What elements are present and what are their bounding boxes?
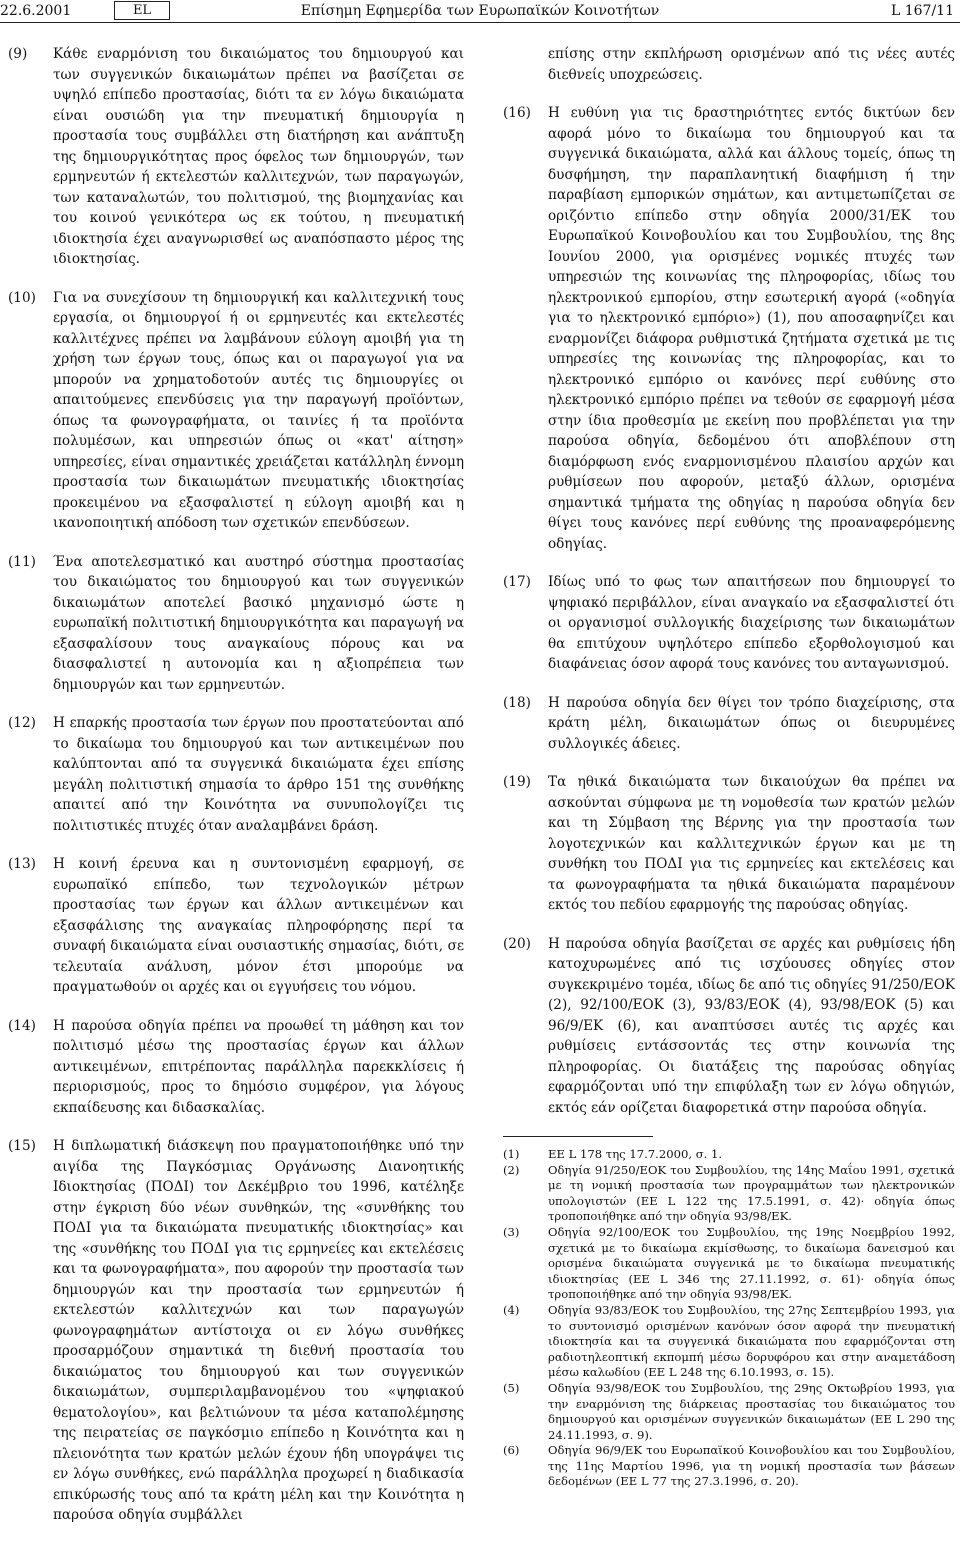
footnote-text: Οδηγία 96/9/ΕΚ του Ευρωπαϊκού Κοινοβουλίου και του Συμβουλίου, της 11ης Μαρτίου 1996, για τη νομική προστασία των βάσεων δεδομένων (ΕΕ L 77 της 27.3.1996, σ. 20). [548,1443,955,1489]
footnote-number: (2) [503,1162,520,1177]
recital-number: (18) [503,694,531,711]
recital-10 [8,288,464,534]
recital-15 [8,1136,464,1526]
recital-12 [8,713,464,836]
footnote-text: ΕΕ L 178 της 17.7.2000, σ. 1. [548,1147,723,1161]
page-reference: L 167/11 [891,3,954,19]
recital-text: Ένα αποτελεσματικό και αυστηρό σύστημα προστασίας του δικαιώματος του δημιουργού και των συγγενικών δικαιωμάτων αποτελεί βασικό μηχανισμό ώστε η ευρωπαϊκή πολιτιστική δημιουργικότητα και παραγωγή να εξασφαλίσουν τους αναγκαίους πόρους και να διασφαλιστεί η αυτονομία και η αξιοπρέπεια των δημιουργών και των ερμηνευτών. [53,553,464,693]
footnote-3 [503,1225,955,1303]
recital-18 [503,693,955,755]
recital-number: (14) [8,1017,36,1034]
recital-17 [503,572,955,675]
recital-15-continued [548,44,955,85]
left-column [8,44,464,1544]
footnote-5 [503,1381,955,1443]
recital-text: Για να συνεχίσουν τη δημιουργική και καλλιτεχνική τους εργασία, οι δημιουργοί ή οι ερμηνευτές και εκτελεστές καλλιτέχνες πρέπει να λαμβάνουν εύλογη αμοιβή για τη χρήση των έργων τους, όπως και οι παραγωγοί για να μπορούν να χρηματοδοτούν αυτές τις δημιουργίες οι απαιτούμενες επενδύσεις για την παραγωγή προϊόντων, όπως τα φωνογραφήματα, οι ταινίες ή τα προϊόντα πολυμέσων, και υπηρεσιών όπως οι «κατ' αίτηση» υπηρεσίες, είναι σημαντικές χρειάζεται κατάλληλη έννομη προστασία των δικαιωμάτων πνευματικής ιδιοκτησίας προκειμένου να εξασφαλιστεί η εύλογη αμοιβή και η ικανοποιητική απόδοση των σχετικών επενδύσεων. [53,289,464,531]
recital-number: (11) [8,553,36,570]
footnote-2 [503,1163,955,1225]
recital-number: (9) [8,46,28,62]
footnote-text: Οδηγία 91/250/ΕΟΚ του Συμβουλίου, της 14ης Μαΐου 1991, σχετικά με τη νομική προστασία των προγραμμάτων των ηλεκτρονικών υπολογιστών (ΕΕ L 122 της 17.5.1991, σ. 42)· οδηγία όπως τροποποιήθηκε από την οδηγία 93/98/ΕΚ. [548,1162,955,1224]
recital-number: (20) [503,935,531,952]
footnote-text: Οδηγία 93/83/ΕΟΚ του Συμβουλίου, της 27ης Σεπτεμβρίου 1993, για το συντονισμό ορισμένων κανόνων όσον αφορά την πνευματική ιδιοκτησία και τα συγγενικά δικαιώματα που εφαρμόζονται στη ραδιοτηλεοπτική εκπομπή μέσω δορυφόρου και στην αναμετάδοση μέσω καλωδίου (ΕΕ L 248 της 6.10.1993, σ. 15). [548,1302,955,1380]
footnote-text: Οδηγία 93/98/ΕΟΚ του Συμβουλίου, της 29ης Οκτωβρίου 1993, για την εναρμόνιση της διάρκειας προστασίας του δικαιώματος του δημιουργού και ορισμένων συγγενικών δικαιωμάτων (ΕΕ L 290 της 24.11.1993, σ. 9). [548,1380,955,1442]
recital-14 [8,1016,464,1119]
recital-number: (13) [8,856,36,872]
recital-text: Η παρούσα οδηγία πρέπει να προωθεί τη μάθηση και τον πολιτισμό μέσω της προστασίας έργων και άλλων αντικειμένων, επιτρέποντας παράλληλα παρεκκλίσεις ή περιορισμούς, προς το δημόσιο συμφέρον, για λόγους εκπαίδευσης και διδασκαλίας. [53,1017,464,1116]
recital-number: (10) [8,289,36,306]
recital-number: (17) [503,574,531,590]
page-header [0,0,960,23]
recital-text: Η παρούσα οδηγία βασίζεται σε αρχές και ρυθμίσεις ήδη κατοχυρωμένες από τις ισχύουσες οδηγίες στον συγκεκριμένο τομέα, ιδίως δε από τις οδηγίες 91/250/ΕΟΚ (2), 92/100/ΕΟΚ (3), 93/83/ΕΟΚ (4), 93/98/ΕΟΚ (5) και 96/9/ΕΚ (6), και αναπτύσσει αυτές τις αρχές και ρυθμίσεις εντάσσοντάς τες στην κοινωνία της πληροφορίας. Οι διατάξεις της παρούσας οδηγίας εφαρμόζονται υπό την επιφύλαξη των εν λόγω οδηγιών, εκτός εάν ορίζεται διαφορετικά στην παρούσα οδηγία. [548,935,955,1116]
recital-text: Η ευθύνη για τις δραστηριότητες εντός δικτύων δεν αφορά μόνο το δικαίωμα του δημιουργού και τα συγγενικά δικαιώματα, αλλά και άλλους τομείς, όπως τη δυσφήμηση, την παραπλανητική διαφήμιση ή την παραβίαση εμπορικών σημάτων, και αντιμετωπίζεται σε οριζόντιο επίπεδο στην οδηγία 2000/31/ΕΚ του Ευρωπαϊκού Κοινοβουλίου και του Συμβουλίου, της 8ης Ιουνίου 2000, για ορισμένες νομικές πτυχές των υπηρεσιών της κοινωνίας της πληροφορίας, ιδίως του ηλεκτρονικού εμπορίου, στην εσωτερική αγορά («οδηγία για το ηλεκτρονικό εμπόριο») (1), που αποσαφηνίζει και εναρμονίζει διάφορα ρυθμιστικά ζητήματα σχετικά με τις υπηρεσίες της κοινωνίας της πληροφορίας, και το ηλεκτρονικό εμπόριο οι κανόνες περί ευθύνης στο ηλεκτρονικό εμπόριο πρέπει να τεθούν σε εφαρμογή μέσα στην ίδια προθεσμία με εκείνη που προβλέπεται για την παρούσα οδηγία, δεδομένου ότι αποβλέπουν στη διαμόρφωση ενός εναρμονισμένου πλαισίου αρχών και ρυθμίσεων που αφορούν, μεταξύ άλλων, ορισμένα σημαντικά τμήματα της οδηγίας η παρούσα οδηγία δεν θίγει τους κανόνες περί ευθύνης της προαναφερόμενης οδηγίας. [548,105,955,552]
footnote-number: (4) [503,1302,520,1317]
recital-number: (16) [503,105,531,121]
recital-19 [503,772,955,916]
recital-number: (19) [503,774,531,790]
right-column [503,44,955,1490]
journal-title: Επίσημη Εφημερίδα των Ευρωπαϊκών Κοινοτήτων [300,3,660,19]
recital-text: Τα ηθικά δικαιώματα των δικαιούχων θα πρέπει να ασκούνται σύμφωνα με τη νομοθεσία των κρατών μελών και τη Σύμβαση της Βέρνης για την προστασία των λογοτεχνικών και καλλιτεχνικών έργων και με τη συνθήκη του ΠΟΔΙ για τις ερμηνείες και εκτελέσεις και τα φωνογραφήματα τα ηθικά δικαιώματα παραμένουν εκτός του πεδίου εφαρμογής της παρούσας οδηγίας. [548,774,955,913]
footnote-number: (1) [503,1147,520,1161]
recital-13 [8,854,464,998]
recital-11 [8,552,464,696]
footnote-number: (3) [503,1224,520,1239]
language-badge: EL [114,1,170,20]
footnotes [503,1147,955,1490]
recital-16 [503,103,955,554]
recital-text: Η επαρκής προστασία των έργων που προστατεύονται από το δικαίωμα του δημιουργού και των αντικειμένων που καλύπτονται από τα συγγενικά δικαιώματα έχει επίσης μεγάλη πολιτιστική σημασία το άρθρο 151 της συνθήκης απαιτεί από την Κοινότητα να συνυπολογίζει τις πολιτιστικές πτυχές όταν αναλαμβάνει δράση. [53,715,464,834]
recital-text: Η παρούσα οδηγία δεν θίγει τον τρόπο διαχείρισης, στα κράτη μέλη, δικαιωμάτων όπως οι διευρυμένες συλλογικές άδειες. [548,694,955,752]
recital-20 [503,934,955,1119]
recital-text: Κάθε εναρμόνιση του δικαιώματος του δημιουργού και των συγγενικών δικαιωμάτων πρέπει να βασίζεται σε υψηλό επίπεδο προστασίας, διότι τα εν λόγω δικαιώματα είναι ουσιώδη για την πνευματική δημιουργία η προστασία τους συμβάλλει στη διατήρηση και ανάπτυξη της δημιουργικότητας προς όφελος των δημιουργών, των ερμηνευτών ή εκτελεστών καλλιτεχνών, των παραγωγών, των καταναλωτών, του πολιτισμού, της βιομηχανίας και του κοινού γενικότερα ως εκ τούτου, η πνευματική ιδιοκτησία έχει αναγνωρισθεί ως αναπόσπαστο μέρος της ιδιοκτησίας. [53,46,464,267]
recital-text: επίσης στην εκπλήρωση ορισμένων από τις νέες αυτές διεθνείς υποχρεώσεις. [548,46,955,83]
footnote-6 [503,1443,955,1490]
footnote-number: (6) [503,1443,520,1458]
recital-number: (15) [8,1138,36,1154]
recital-number: (12) [8,715,36,731]
recital-text: Η διπλωματική διάσκεψη που πραγματοποιήθηκε υπό την αιγίδα της Παγκόσμιας Οργάνωσης Διανοητικής Ιδιοκτησίας (ΠΟΔΙ) τον Δεκέμβριο του 1996, κατέληξε στην έγκριση δύο νέων συνθηκών, της «συνθήκης του ΠΟΔΙ για τα δικαιώματα πνευματικής ιδιοκτησίας» και της «συνθήκης του ΠΟΔΙ για τις ερμηνείες και εκτελέσεις και τα φωνογραφήματα», που αφορούν την προστασία των δημιουργών και την προστασία των ερμηνευτών ή εκτελεστών καλλιτεχνών και των παραγωγών φωνογραφημάτων αντίστοιχα οι εν λόγω συνθήκες προσαρμόζουν σημαντικά τη διεθνή προστασία του δικαιώματος του δημιουργού και των συγγενικών δικαιωμάτων, συμπεριλαμβανομένου του «ψηφιακού θεματολογίου», και βελτιώνουν τα μέσα καταπολέμησης της πειρατείας σε παγκόσμιο επίπεδο η Κοινότητα και η πλειονότητα των κρατών μελών έχουν ήδη υπογράψει τις εν λόγω συνθήκες, ενώ παράλληλα προχωρεί η διαδικασία επικύρωσής τους από τα κράτη μέλη και την Κοινότητα η παρούσα οδηγία συμβάλλει [53,1138,464,1523]
footnote-separator [503,1136,653,1137]
recital-text: Ιδίως υπό το φως των απαιτήσεων που δημιουργεί το ψηφιακό περιβάλλον, είναι αναγκαίο να εξασφαλιστεί ότι οι οργανισμοί συλλογικής διαχείρισης των δικαιωμάτων θα επιτύχουν υψηλότερο επίπεδο εξορθολογισμού και διαφάνειας όσον αφορά τους κανόνες του ανταγωνισμού. [548,574,955,672]
recital-9 [8,44,464,270]
footnote-number: (5) [503,1380,520,1395]
footnote-1 [503,1147,955,1163]
issue-date: 22.6.2001 [0,3,72,19]
footnote-text: Οδηγία 92/100/ΕΟΚ του Συμβουλίου, της 19ης Νοεμβρίου 1992, σχετικά με το δικαίωμα εκμίσθωσης, το δικαίωμα δανεισμού και ορισμένα δικαιώματα συγγενικά με το δικαίωμα πνευματικής ιδιοκτησίας (ΕΕ L 346 της 27.11.1992, σ. 61)· οδηγία όπως τροποποιήθηκε από την οδηγία 93/98/ΕΚ. [548,1224,955,1302]
recital-text: Η κοινή έρευνα και η συντονισμένη εφαρμογή, σε ευρωπαϊκό επίπεδο, των τεχνολογικών μέτρων προστασίας των έργων και άλλων αντικειμένων και εξασφάλισης της αναγκαίας πληροφόρησης περί τα συναφή δικαιώματα είναι ουσιαστικής σημασίας, διότι, σε τελευταία ανάλυση, μόνον έτσι μπορούμε να πραγματωθούν οι αρχές και οι εγγυήσεις του νόμου. [53,856,464,995]
footnote-4 [503,1303,955,1381]
